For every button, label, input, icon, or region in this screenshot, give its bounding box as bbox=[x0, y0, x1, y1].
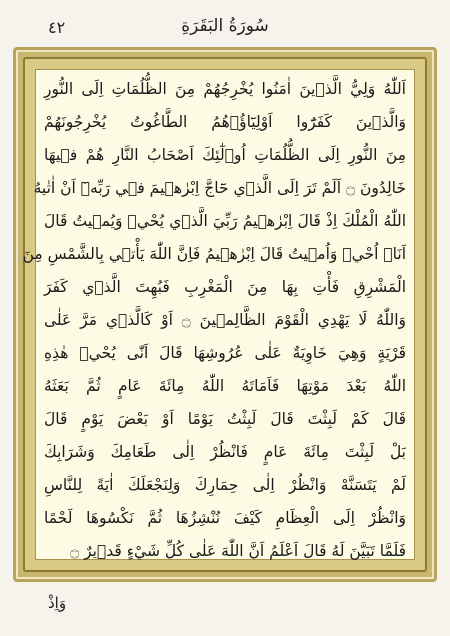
verse-line-12: بَلْ لَبِثْتَ مِائَةَ عَامٍ فَانْظُرْ اِلٰى طَعَامِكَ وَشَرَابِكَ bbox=[44, 443, 406, 461]
verse-line-6: اَنَا۬ اُحْي۪ وَاُم۪يتُ قَالَ اِبْرٰه۪يمُ فَاِنَّ اللّٰهَ يَأْت۪ي بِالشَّمْسِ مِنَ bbox=[22, 245, 406, 263]
verse-line-9: قَرْيَةٍ وَهِيَ خَاوِيَةٌ عَلٰى عُرُوشِهَا قَالَ اَنّٰى يُحْي۪ هٰذِهِ bbox=[44, 344, 406, 362]
verse-line-1: اَللّٰهُ وَلِيُّ الَّذ۪ينَ اٰمَنُوا يُخْرِجُهُمْ مِنَ الظُّلُمَاتِ اِلَى النُّورِ bbox=[44, 80, 406, 98]
verse-line-8: وَاللّٰهُ لَا يَهْدِي الْقَوْمَ الظَّالِم۪ينَ ۝ اَوْ كَالَّذ۪ي مَرَّ عَلٰى bbox=[44, 311, 406, 329]
verse-line-11: قَالَ كَمْ لَبِثْتَ قَالَ لَبِثْتُ يَوْمًا اَوْ بَعْضَ يَوْمٍ قَالَ bbox=[44, 410, 406, 428]
verse-line-13: لَمْ يَتَسَنَّهْ وَانْظُرْ اِلٰى حِمَارِكَ وَلِنَجْعَلَكَ اٰيَةً لِلنَّاسِ bbox=[44, 476, 406, 494]
catchword: وَاِذْ bbox=[48, 594, 67, 612]
text-panel bbox=[22, 69, 415, 560]
verse-line-7: الْمَشْرِقِ فَأْتِ بِهَا مِنَ الْمَغْرِبِ فَبُهِتَ الَّذ۪ي كَفَرَ bbox=[44, 278, 406, 296]
frame-inner-border bbox=[23, 57, 427, 572]
verse-line-4: خَالِدُونَ ۝ اَلَمْ تَرَ اِلَى الَّذ۪ي حَٓاجَّ اِبْرٰه۪يمَ ف۪ي رَبِّه۪ٓ اَنْ اٰتٰيهُ bbox=[33, 179, 406, 197]
verse-line-2: وَالَّذ۪ينَ كَفَرُٓوا اَوْلِيَٓاؤُ۬هُمُ الطَّاغُوتُ يُخْرِجُونَهُمْ bbox=[44, 113, 406, 131]
verse-line-3: مِنَ النُّورِ اِلَى الظُّلُمَاتِ اُو۬لٰٓئِكَ اَصْحَابُ النَّارِ هُمْ ف۪يهَا bbox=[44, 146, 406, 164]
ornamental-frame bbox=[13, 47, 437, 582]
verse-line-15: فَلَمَّا تَبَيَّنَ لَهُ قَالَ اَعْلَمُ اَنَّ اللّٰهَ عَلٰى كُلِّ شَيْءٍ قَد۪يرٌ ۝ bbox=[70, 542, 406, 560]
page-number: ٤٢ bbox=[48, 18, 66, 37]
verse-line-10: اللّٰهُ بَعْدَ مَوْتِهَا فَاَمَاتَهُ اللّٰهُ مِائَةَ عَامٍ ثُمَّ بَعَثَهُ bbox=[44, 377, 406, 395]
verse-line-5: اللّٰهُ الْمُلْكَ اِذْ قَالَ اِبْرٰه۪يمُ رَبِّيَ الَّذ۪ي يُحْي۪ وَيُم۪يتُ قَالَ bbox=[44, 212, 406, 230]
verse-line-14: وَانْظُرْ اِلَى الْعِظَامِ كَيْفَ نُنْشِزُهَا ثُمَّ نَكْسُوهَا لَحْمًا bbox=[44, 509, 406, 527]
page-header bbox=[40, 12, 410, 46]
surah-title: سُورَةُ البَقَرَةِ bbox=[181, 16, 269, 36]
